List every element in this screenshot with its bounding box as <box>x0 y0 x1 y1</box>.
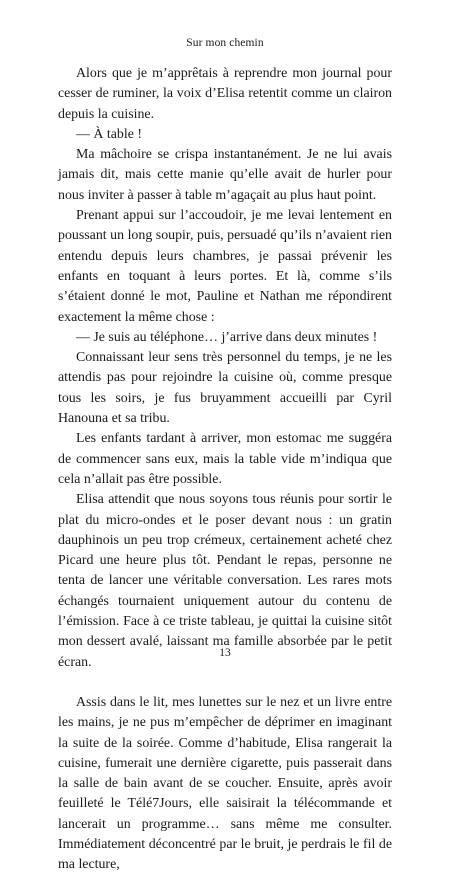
paragraph: Prenant appui sur l’accoudoir, je me levai lentement en poussant un long soupir, puis, persuadé qu’ils n’avaient rien entendu depuis leurs chambres, je passai prévenir les enfants en toquant à leurs portes. Et là, comme s’ils s’étaient donné le mot, Pauline et Nathan me répondirent exactement la même chose : <box>58 208 392 325</box>
paragraph: Connaissant leur sens très personnel du temps, je ne les attendis pas pour rejoindre la cuisine où, comme presque tous les soirs, je fus bruyamment accueilli par Cyril Hanouna et sa tribu. <box>58 350 392 427</box>
paragraph: Les enfants tardant à arriver, mon estomac me suggéra de commencer sans eux, mais la table vide m’indiqua que cela n’allait pas être possible. <box>58 431 392 487</box>
page-number: 13 <box>219 647 231 659</box>
paragraph: Assis dans le lit, mes lunettes sur le nez et un livre entre les mains, je ne pus m’empêcher de déprimer en imaginant la suite de la soirée. Comme d’habitude, Elisa rangerait la cuisine, fumerait une dernière cigarette, puis passerait dans la salle de bain avant de se coucher. Ensuite, après avoir feuilleté le Télé7Jours, elle saisirait la télécommande et lancerait un programme… sans même me consulter. Immédiatement déconcentré par le bruit, je perdrais le fil de ma lecture, <box>58 694 392 873</box>
paragraph: Elisa attendit que nous soyons tous réunis pour sortir le plat du micro-ondes et le poser devant nous : un gratin dauphinois un peu trop crémeux, certainement acheté chez Picard une heure plus tôt. Pendant le repas, personne ne tenta de lancer une véritable conversation. Les rares mots échangés tournaient uniquement autour du contenu de l’émission. Face à ce triste tableau, je quittai la cuisine sitôt mon dessert avalé, laissant ma famille absorbée par le petit écran. <box>58 492 392 670</box>
body-text <box>58 64 392 876</box>
paragraph: Ma mâchoire se crispa instantanément. Je ne lui avais jamais dit, mais cette manie qu’elle avait de hurler pour nous inviter à passer à table m’agaçait au plus haut point. <box>58 147 392 203</box>
dialogue-line: — Je suis au téléphone… j’arrive dans deux minutes ! <box>76 329 378 345</box>
section-break <box>58 673 392 693</box>
paragraph: Alors que je m’apprêtais à reprendre mon journal pour cesser de ruminer, la voix d’Elisa retentit comme un clairon depuis la cuisine. <box>58 66 392 122</box>
dialogue-line: — À table ! <box>76 126 142 142</box>
running-head: Sur mon chemin <box>186 37 264 49</box>
